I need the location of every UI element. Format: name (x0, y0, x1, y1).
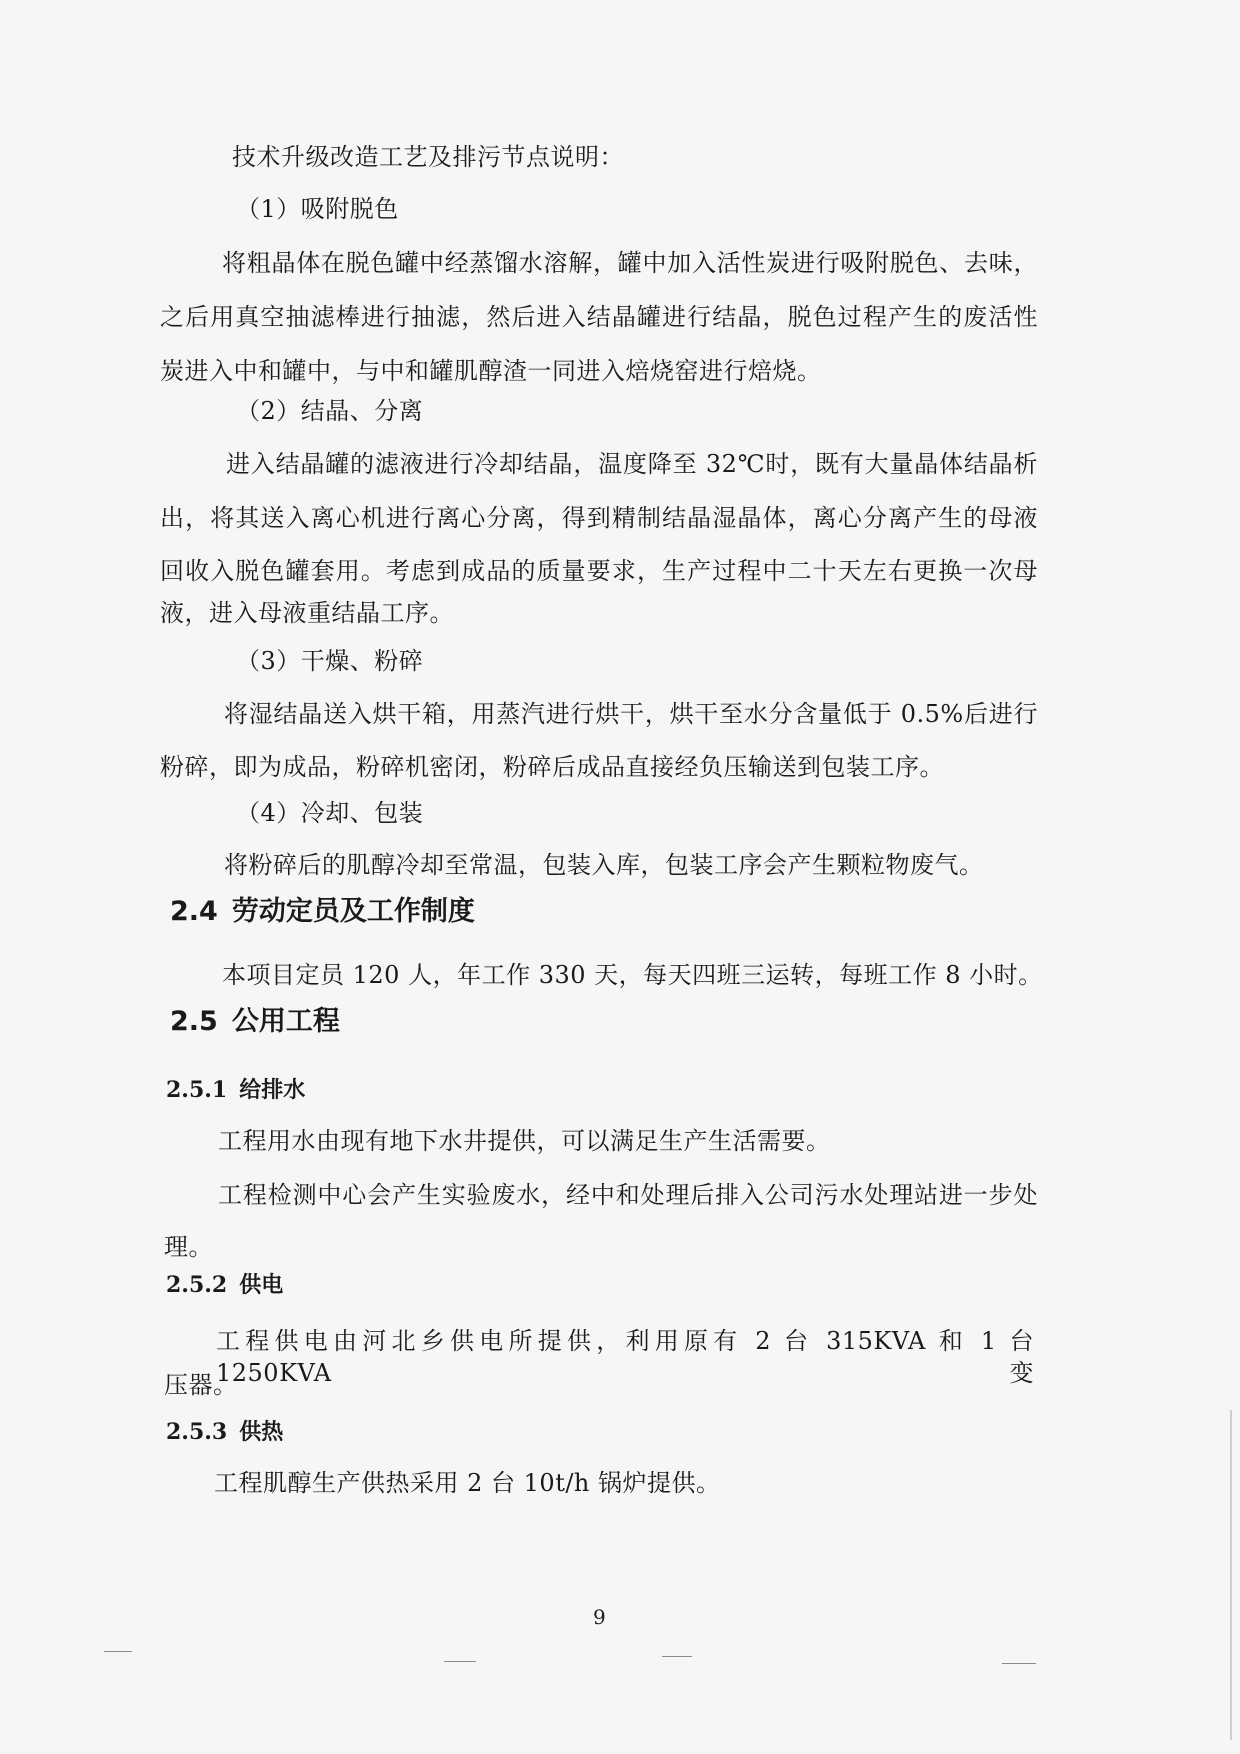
heading-2-4-title: 劳动定员及工作制度 (231, 896, 475, 927)
page-number: 9 (593, 1605, 606, 1629)
scan-mark (104, 1651, 132, 1652)
section-1-title: （1）吸附脱色 (236, 195, 399, 223)
section-4-line-1: 将粉碎后的肌醇冷却至常温，包装入库，包装工序会产生颗粒物废气。 (224, 851, 984, 879)
scan-mark (444, 1661, 476, 1662)
section-1-line-2: 之后用真空抽滤棒进行抽滤，然后进入结晶罐进行结晶，脱色过程产生的废活性 (160, 303, 1038, 331)
heading-2-5-2 (166, 1270, 283, 1300)
heading-2-5 (170, 1004, 340, 1040)
scan-edge-mark (1230, 1410, 1232, 1740)
heading-2-5-1-title: 给排水 (239, 1077, 306, 1103)
heading-2-5-number: 2.5 (170, 1006, 218, 1037)
section-2-title: （2）结晶、分离 (236, 397, 424, 425)
power-line-2: 压器。 (164, 1371, 238, 1399)
heading-2-4-number: 2.4 (170, 896, 218, 927)
heat-line-1: 工程肌醇生产供热采用 2 台 10t/h 锅炉提供。 (214, 1469, 721, 1497)
section-2-line-3: 回收入脱色罐套用。考虑到成品的质量要求，生产过程中二十天左右更换一次母 (160, 557, 1038, 585)
water-line-3: 理。 (164, 1233, 213, 1261)
heading-2-5-1-number: 2.5.1 (166, 1077, 228, 1103)
section-2-line-2: 出，将其送入离心机进行离心分离，得到精制结晶湿晶体，离心分离产生的母液 (160, 504, 1038, 532)
heading-2-4 (170, 894, 475, 930)
heading-2-5-3-title: 供热 (239, 1419, 284, 1445)
power-line-1: 工程供电由河北乡供电所提供，利用原有 2 台 315KVA 和 1 台 1250KVA 变 (216, 1327, 1034, 1387)
heading-2-5-title: 公用工程 (231, 1006, 340, 1037)
scan-mark (1002, 1663, 1036, 1664)
section-1-line-1: 将粗晶体在脱色罐中经蒸馏水溶解，罐中加入活性炭进行吸附脱色、去味， (222, 249, 1038, 277)
water-line-1: 工程用水由现有地下水井提供，可以满足生产生活需要。 (218, 1127, 831, 1155)
water-line-2: 工程检测中心会产生实验废水，经中和处理后排入公司污水处理站进一步处 (218, 1181, 1038, 1209)
section-4-title: （4）冷却、包装 (236, 799, 424, 827)
section-3-line-2: 粉碎，即为成品，粉碎机密闭，粉碎后成品直接经负压输送到包装工序。 (160, 753, 944, 781)
heading-2-5-2-title: 供电 (239, 1272, 284, 1298)
section-2-line-4: 液，进入母液重结晶工序。 (160, 599, 454, 627)
staffing-text: 本项目定员 120 人，年工作 330 天，每天四班三运转，每班工作 8 小时。 (222, 961, 1043, 989)
heading-2-5-2-number: 2.5.2 (166, 1272, 228, 1298)
intro-text: 技术升级改造工艺及排污节点说明： (232, 143, 624, 171)
section-2-line-1: 进入结晶罐的滤液进行冷却结晶，温度降至 32℃时，既有大量晶体结晶析 (226, 450, 1038, 478)
heading-2-5-3-number: 2.5.3 (166, 1419, 228, 1445)
section-3-title: （3）干燥、粉碎 (236, 647, 424, 675)
section-3-line-1: 将湿结晶送入烘干箱，用蒸汽进行烘干，烘干至水分含量低于 0.5%后进行 (224, 700, 1038, 728)
section-1-line-3: 炭进入中和罐中，与中和罐肌醇渣一同进入焙烧窑进行焙烧。 (160, 357, 822, 385)
scan-mark (662, 1656, 692, 1657)
heading-2-5-1 (166, 1075, 305, 1105)
heading-2-5-3 (166, 1417, 283, 1447)
